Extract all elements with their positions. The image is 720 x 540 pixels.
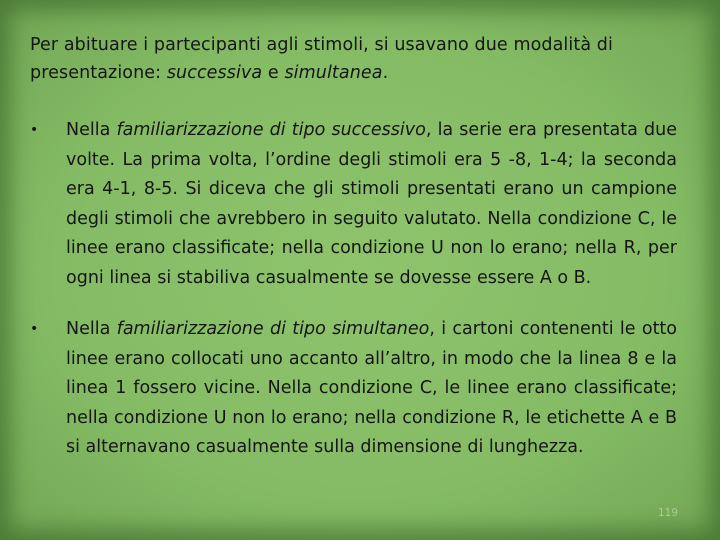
bullet-list (0, 116, 720, 485)
bullet-icon: • (30, 321, 39, 337)
intro-text: Per abituare i partecipanti agli stimoli, si usavano due modalità di presentazione: (30, 35, 613, 83)
list-item-text (66, 315, 677, 463)
intro-period: . (382, 63, 389, 83)
item-text-post: , la serie era presentata due volte. La prima volta, l’ordine degli stimoli era 5 -8, 1-4; la seconda era 4-1, 8-5. Si diceva che gli stimoli presentati erano un campione degli stimoli che avrebbero in seguito valutato. Nella condizione C, le linee erano classificate; nella condizione U non lo erano; nella R, per ogni linea si stabiliva casualmente se dovesse essere A o B. (66, 120, 677, 288)
list-item-text (66, 116, 677, 293)
intro-emphasis-simultanea: simultanea (284, 63, 383, 83)
intro-paragraph (30, 31, 690, 87)
item-text-emphasis: familiarizzazione di tipo simultaneo (116, 319, 430, 339)
item-text-pre: Nella (66, 120, 117, 140)
list-item (0, 116, 720, 293)
bullet-icon: • (30, 122, 39, 138)
item-text-emphasis: familiarizzazione di tipo successivo (116, 120, 426, 140)
item-text-post: , i cartoni contenenti le otto linee erano collocati uno accanto all’altro, in modo che la linea 8 e la linea 1 fossero vicine. Nella condizione C, le linee erano classificate; nella condizione U non lo erano; nella condizione R, le etichette A e B si alternavano casualmente sulla dimensione di lunghezza. (66, 319, 677, 457)
intro-emphasis-successiva: successiva (166, 63, 263, 83)
intro-conjunction: e (262, 63, 285, 83)
item-text-pre: Nella (66, 319, 117, 339)
page-number: 119 (658, 507, 679, 519)
list-item (0, 315, 720, 463)
